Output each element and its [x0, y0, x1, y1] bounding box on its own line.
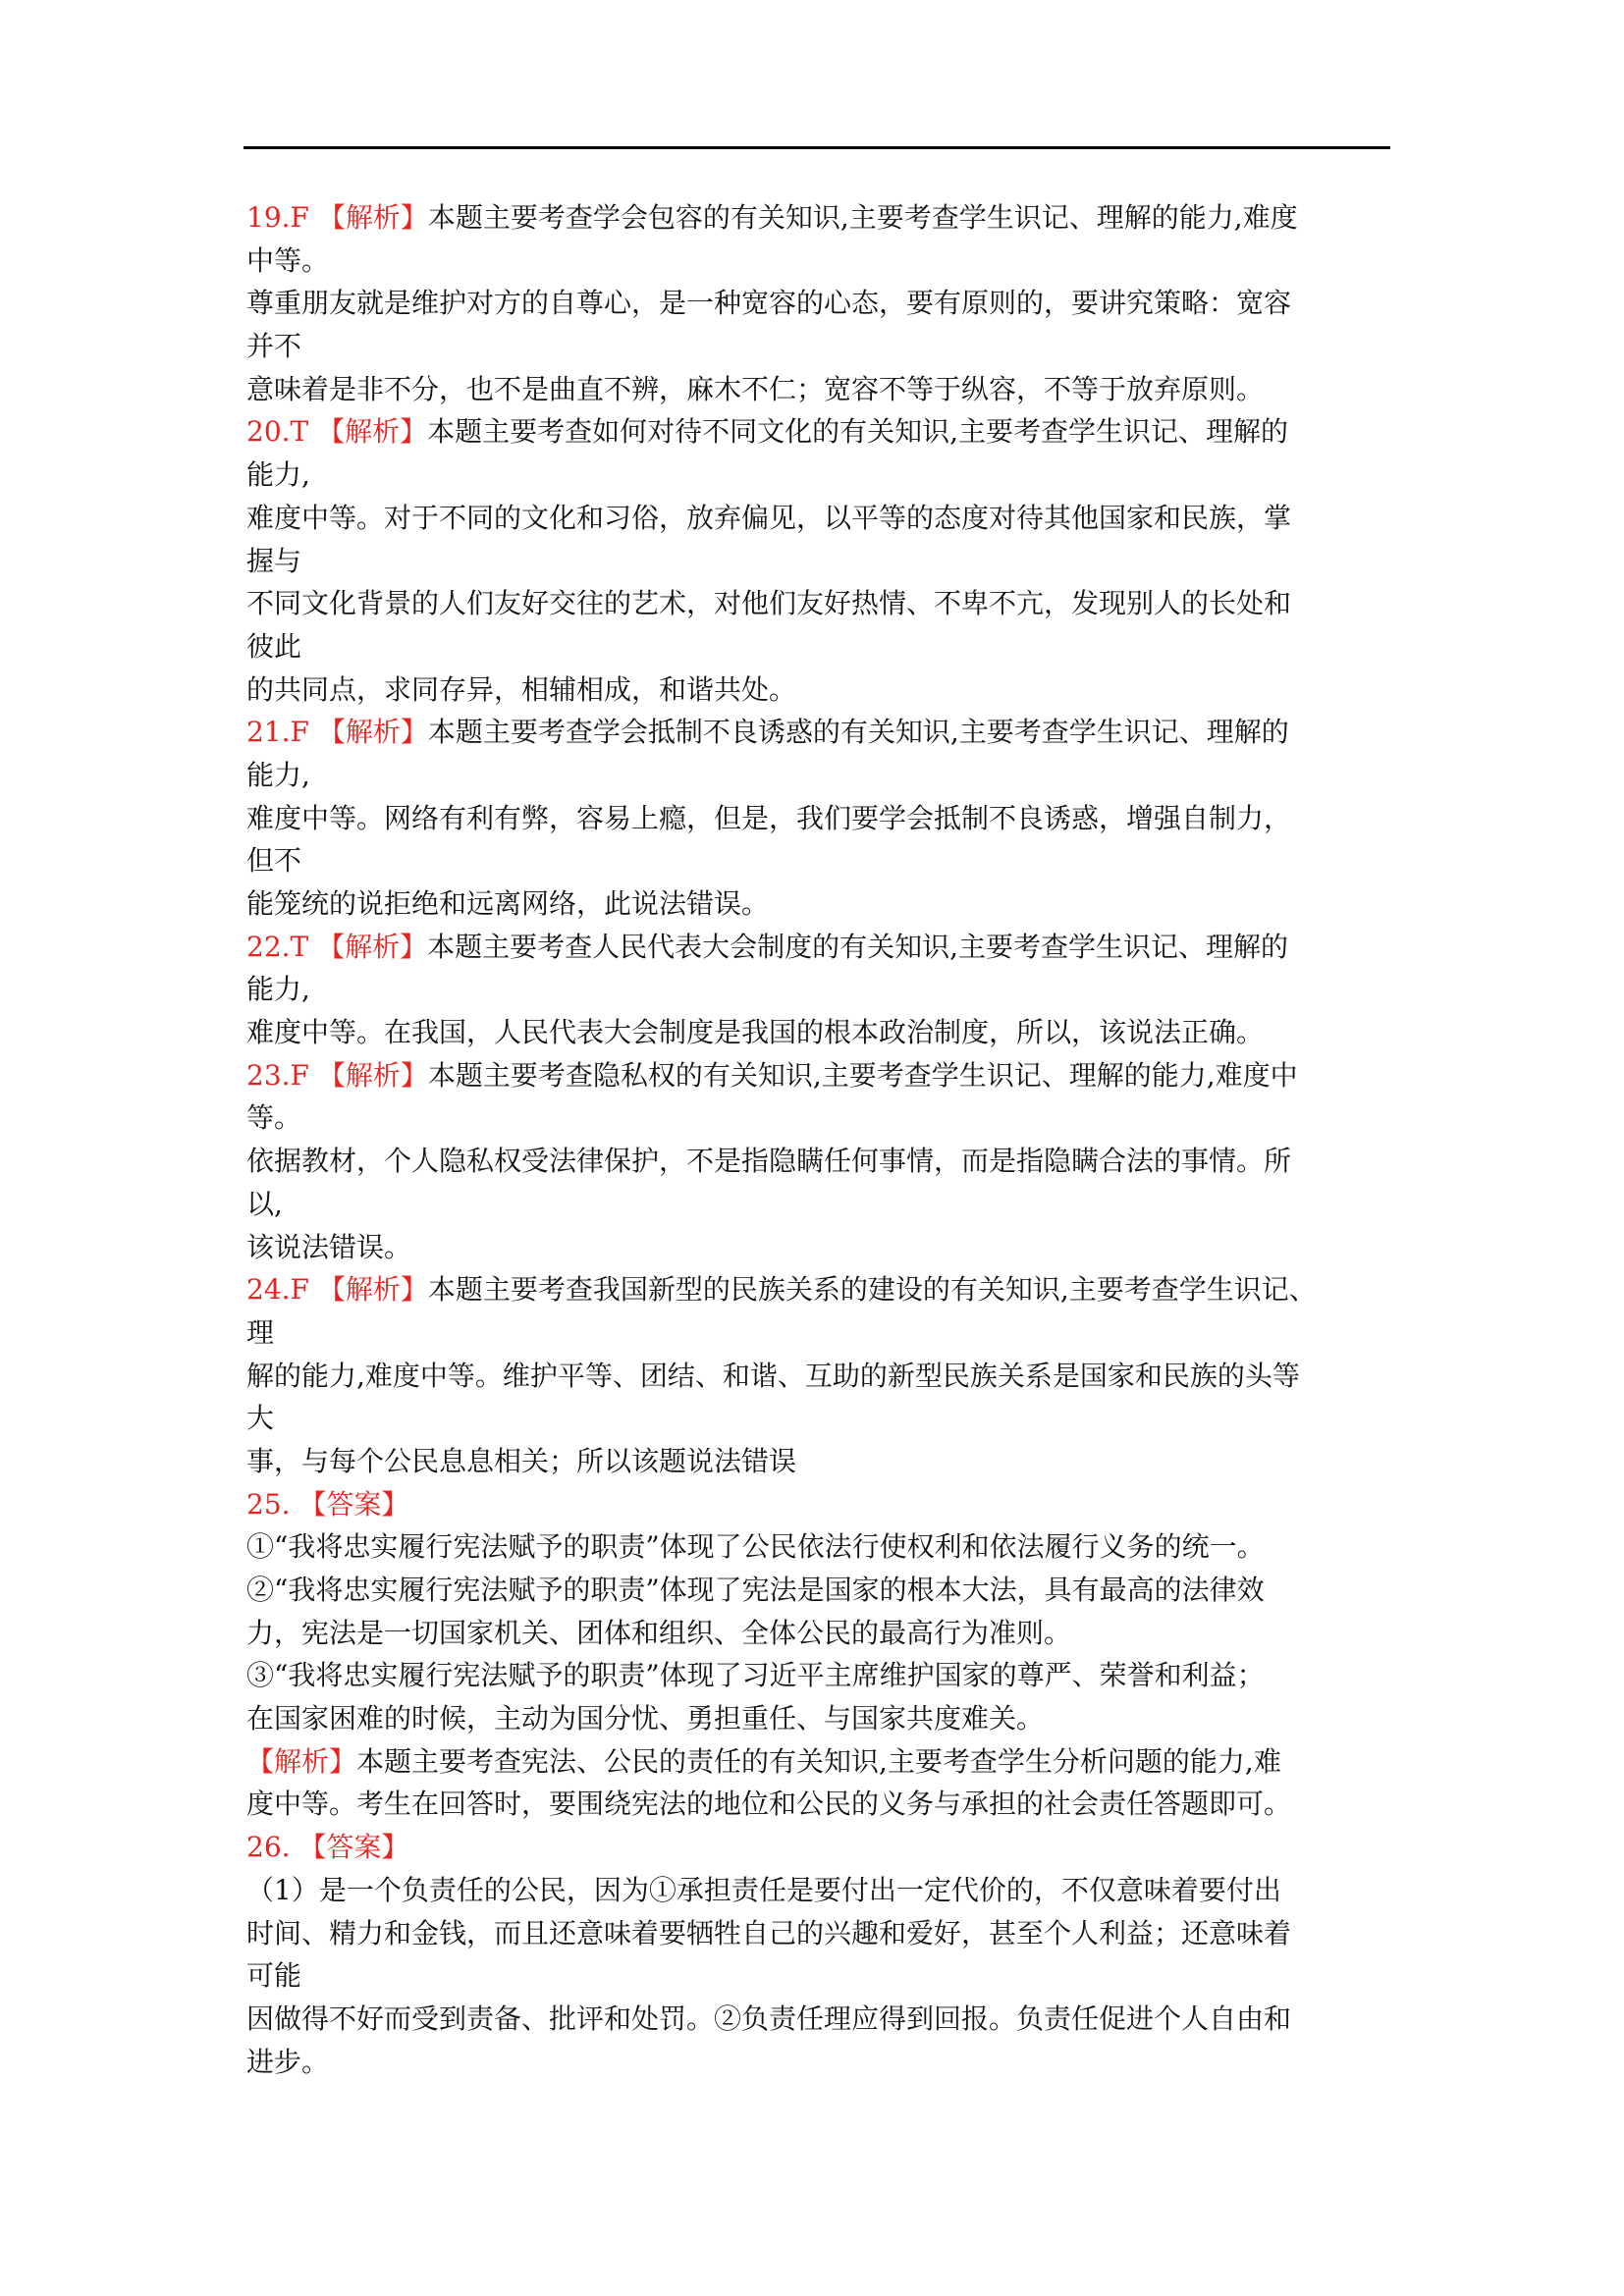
text-line — [246, 1783, 1395, 1826]
line-text: 可能 — [246, 1959, 302, 1993]
line-text: 进步。 — [246, 2045, 330, 2078]
text-line — [246, 1912, 1395, 1955]
line-text: 意味着是非不分，也不是曲直不辨，麻木不仁；宽容不等于纵容，不等于放弃原则。 — [246, 372, 1265, 405]
line-text: （1）是一个负责任的公民，因为①承担责任是要付出一定代价的，不仅意味着要付出 — [246, 1873, 1281, 1906]
line-text: 在国家困难的时候，主动为国分忧、勇担重任、与国家共度难关。 — [246, 1702, 1045, 1735]
line-text: 难度中等。网络有利有弊，容易上瘾，但是，我们要学会抵制不良诱惑，增强自制力， — [246, 801, 1292, 834]
text-line — [246, 1954, 1395, 1998]
text-line — [246, 1226, 1395, 1269]
text-line — [246, 1096, 1395, 1140]
text-line — [246, 797, 1395, 840]
text-line — [246, 497, 1395, 540]
line-text: 能力, — [246, 973, 310, 1006]
text-line — [246, 196, 1395, 240]
line-text: 以, — [246, 1187, 283, 1220]
line-text: 能笼统的说拒绝和远离网络，此说法错误。 — [246, 887, 770, 920]
text-line — [246, 325, 1395, 368]
line-text: 难度中等。在我国，人民代表大会制度是我国的根本政治制度，所以，该说法正确。 — [246, 1016, 1265, 1049]
text-line — [246, 454, 1395, 497]
answer-marker: 21.F 【解析】 — [246, 716, 428, 749]
text-line — [246, 240, 1395, 283]
line-text: 大 — [246, 1402, 275, 1435]
text-line — [246, 1869, 1395, 1912]
text-line — [246, 1397, 1395, 1440]
text-line — [246, 1311, 1395, 1355]
text-line — [246, 1612, 1395, 1655]
answer-marker: 24.F 【解析】 — [246, 1273, 428, 1307]
line-text: 本题主要考查隐私权的有关知识,主要考查学生识记、理解的能力,难度中 — [427, 1058, 1298, 1092]
line-text: 彼此 — [246, 629, 302, 663]
text-line — [246, 2041, 1395, 2084]
line-text: 度中等。考生在回答时，要围绕宪法的地位和公民的义务与承担的社会责任答题即可。 — [246, 1788, 1292, 1821]
line-text: ①“我将忠实履行宪法赋予的职责”体现了公民依法行使权利和依法履行义务的统一。 — [246, 1530, 1265, 1564]
text-line — [246, 368, 1395, 411]
text-line — [246, 1183, 1395, 1226]
text-line — [246, 540, 1395, 583]
line-text: ②“我将忠实履行宪法赋予的职责”体现了宪法是国家的根本大法，具有最高的法律效 — [246, 1574, 1265, 1606]
text-line — [246, 668, 1395, 712]
text-line — [246, 839, 1395, 882]
text-line — [246, 926, 1395, 969]
line-text: ③“我将忠实履行宪法赋予的职责”体现了习近平主席维护国家的尊严、荣誉和利益； — [246, 1659, 1265, 1692]
line-text: 能力, — [246, 758, 310, 791]
text-line — [246, 1525, 1395, 1569]
line-text: 力，宪法是一切国家机关、团体和组织、全体公民的最高行为准则。 — [246, 1616, 1072, 1649]
text-line — [246, 1654, 1395, 1697]
line-text: 尊重朋友就是维护对方的自尊心，是一种宽容的心态，要有原则的，要讲究策略：宽容 — [246, 287, 1292, 320]
line-text: 本题主要考查学会包容的有关知识,主要考查学生识记、理解的能力,难度 — [427, 201, 1298, 234]
text-line — [246, 1140, 1395, 1183]
text-line — [246, 1740, 1395, 1784]
answer-marker: 19.F 【解析】 — [246, 201, 428, 234]
line-text: 中等。 — [246, 243, 330, 277]
line-text: 解的能力,难度中等。维护平等、团结、和谐、互助的新型民族关系是国家和民族的头等 — [246, 1359, 1300, 1392]
answer-marker: 23.F 【解析】 — [246, 1058, 428, 1092]
line-text: 该说法错误。 — [246, 1230, 412, 1263]
header-rule — [244, 146, 1390, 149]
line-text: 事，与每个公民息息相关；所以该题说法错误 — [246, 1444, 797, 1477]
text-line — [246, 1268, 1395, 1311]
text-line — [246, 968, 1395, 1011]
text-line — [246, 754, 1395, 797]
text-line — [246, 882, 1395, 926]
line-text: 握与 — [246, 544, 302, 577]
text-line — [246, 582, 1395, 625]
text-line — [246, 1483, 1395, 1526]
line-text: 本题主要考查学会抵制不良诱惑的有关知识,主要考查学生识记、理解的 — [427, 716, 1289, 749]
answer-marker: 【解析】 — [246, 1744, 357, 1778]
answer-marker: 25. 【答案】 — [246, 1487, 409, 1521]
line-text: 本题主要考查如何对待不同文化的有关知识,主要考查学生识记、理解的 — [427, 415, 1289, 449]
answer-explanations — [246, 196, 1395, 2083]
line-text: 但不 — [246, 844, 302, 878]
text-line — [246, 1355, 1395, 1398]
line-text: 依据教材，个人隐私权受法律保护，不是指隐瞒任何事情，而是指隐瞒合法的事情。所 — [246, 1145, 1292, 1178]
text-line — [246, 1697, 1395, 1740]
text-line — [246, 1569, 1395, 1612]
line-text: 不同文化背景的人们友好交往的艺术，对他们友好热情、不卑不亢，发现别人的长处和 — [246, 587, 1292, 620]
line-text: 并不 — [246, 330, 302, 363]
line-text: 难度中等。对于不同的文化和习俗，放弃偏见，以平等的态度对待其他国家和民族，掌 — [246, 501, 1292, 534]
line-text: 本题主要考查人民代表大会制度的有关知识,主要考查学生识记、理解的 — [427, 930, 1289, 963]
line-text: 等。 — [246, 1101, 302, 1135]
text-line — [246, 1011, 1395, 1054]
line-text: 的共同点，求同存异，相辅相成，和谐共处。 — [246, 672, 797, 706]
text-line — [246, 711, 1395, 754]
line-text: 时间、精力和金钱，而且还意味着要牺牲自己的兴趣和爱好，甚至个人利益；还意味着 — [246, 1916, 1292, 1949]
text-line — [246, 625, 1395, 668]
answer-marker: 20.T 【解析】 — [246, 415, 428, 449]
text-line — [246, 1054, 1395, 1097]
line-text: 因做得不好而受到责备、批评和处罚。②负责任理应得到回报。负责任促进个人自由和 — [246, 2002, 1292, 2035]
text-line — [246, 1826, 1395, 1869]
line-text: 本题主要考查宪法、公民的责任的有关知识,主要考查学生分析问题的能力,难 — [356, 1744, 1281, 1778]
answer-marker: 26. 【答案】 — [246, 1831, 409, 1864]
text-line — [246, 1440, 1395, 1483]
line-text: 理 — [246, 1315, 275, 1349]
line-text: 能力, — [246, 458, 310, 492]
text-line — [246, 1998, 1395, 2041]
answer-marker: 22.T 【解析】 — [246, 930, 428, 963]
line-text: 本题主要考查我国新型的民族关系的建设的有关知识,主要考查学生识记、 — [427, 1273, 1317, 1307]
text-line — [246, 282, 1395, 325]
text-line — [246, 410, 1395, 454]
